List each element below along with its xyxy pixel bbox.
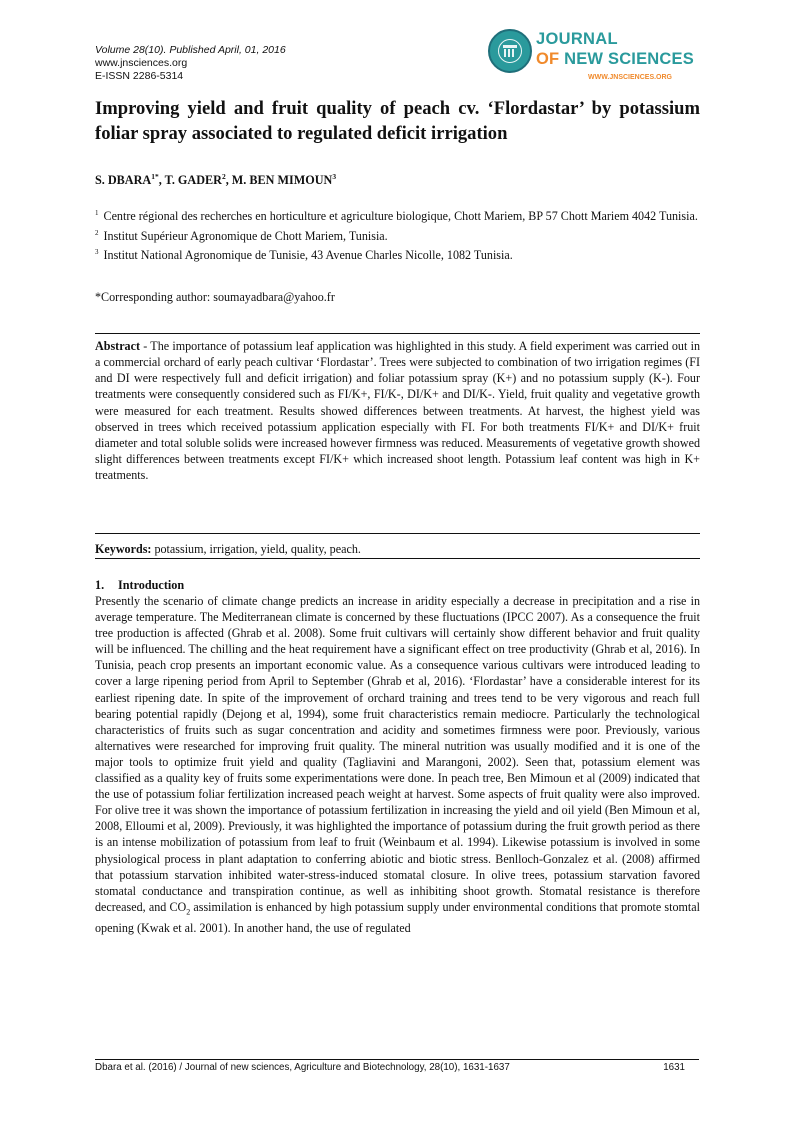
abstract-text: - The importance of potassium leaf application was highlighted in this study. A field experiment was carried out in a commercial orchard of early peach cultivar ‘Flordastar’. Trees were subjected to combination of two irrigation regimes (FI and DI were respectively full and deficit irrigation) and foliar potassium spray (K+) and no potassium supply (K-). Four treatments were consequently considered such as FI/K+, FI/K-, DI/K+ and DI/K-. Yield, fruit quality and vegetative growth were measured for each treatment. Results showed differences between treatments. At harvest, the highest yield was observed in trees which received potassium application especially with FI. For both treatments FI/K+ and DI/K+ fruit diameter and total soluble solids were increased however firmness was reduced. Measurements of vegetative growth showed slight differences between treatments except FI/K+ which increased shoot length. Potassium leaf content was high in K+ treatments.: [95, 339, 700, 483]
abstract-top-rule: [95, 333, 700, 334]
logo-url-text: WWW.JNSCIENCES.ORG: [588, 74, 673, 81]
author-list: S. $DBARA^{1*}$, T. GADER$^2$, M. BEN MIMOUN$^3$: [95, 172, 337, 188]
issn-line: E-ISSN 2286-5314: [95, 70, 184, 82]
footer-rule: [95, 1059, 699, 1060]
author-name: M. BEN MIMOUN: [231, 173, 333, 188]
affiliation-item: $^3$ Institut National Agronomique de Tunisie, 43 Avenue Charles Nicolle, 1082 Tunisia.: [95, 248, 513, 263]
paper-title: Improving yield and fruit quality of peach cv. ‘Flordastar’ by potassium foliar spray associated to regulated deficit irrigation: [95, 98, 700, 144]
author-name: T. GADER: [164, 173, 222, 188]
page-footer: [95, 1062, 699, 1073]
journal-header-info: [95, 44, 286, 83]
corresponding-author: *Corresponding author: soumayadbara@yahoo.fr: [95, 290, 335, 304]
footer-citation: Dbara et al. (2016) / Journal of new sciences, Agriculture and Biotechnology, 28(10), 1631-1637: [95, 1062, 510, 1073]
abstract-block: [95, 338, 700, 483]
intro-paragraph: Presently the scenario of climate change predicts an increase in aridity especially a decrease in precipitation and a rise in average temperature. The Mediterranean climate is concerned by these fluctuations (IPCC 2007). As a consequence the fruit tree production is affected (Ghrab et al. 2008). Some fruit cultivars will certainly show different behavior and fruit quality will be influenced. The chilling and the heat requirement have a significant effect on tree productivity (Ghrab et al, 2016). In Tunisia, peach crop presents an important economic value. As a consequence various cultivars were introduced leading to cover a large ripening period from April to September (Ghrab et al, 2016). ‘Flordastar’ have a considerable interest for its earliest ripening date. In spite of the improvement of orchard training and trees tend to be very vigorous and reach full bearing potential rapidly (Dejong et al, 1994), some fruit characteristics remain mediocre. Particularly the technological characteristics of fruits such as sugar concentration and acidity and sometimes firmness were poor. Previously, various alternatives were researched for improving fruit quality. The mineral nutrition was usually modified and it is one of the major tools to optimize fruit yield and quality (Tagliavini and Marangoni, 2002). Seen that, potassium element was classified as a quality key of fruits some experimentations were done. In peach tree, Ben Mimoun et al (2009) indicated that the use of potassium foliar fertilization increased peach weight at harvest. Some aspects of fruit quality were also improved. For olive tree it was shown the importance of potassium fertilization in increasing the yield and oil yield (Ben Mimoun et al, 2008, Elloumi et al, 2009). Previously, it was highlighted the importance of potassium during the fruit growth period as there is an intense mobilization of potassium from leaf to fruit (Weinbaum et al. 1994). Likewise potassium is involved in some physiological process in plant adaptation to conferring abiotic and biotic stress. Benlloch-Gonzalez et al. (2008) affirmed that potassium starvation inhibited water-stress-induced stomatal closure. In olive trees, potassium starvation favored stomatal conductance and transpiration continue, as well as inhibiting shoot growth. Stomatal resistance is therefore decreased, and $CO_2$ assimilation is enhanced by high potassium supply under environmental conditions that promote stomtal opening (Kwak et al. 2001). In another hand, the use of regulated: [95, 594, 701, 936]
logo-journal-text: JOURNAL: [536, 30, 618, 48]
journal-emblem-icon: [488, 29, 532, 73]
affiliation-item: $^1$ Centre régional des recherches en horticulture et agriculture biologique, Chott Mariem, BP 57 Chott Mariem 4042 Tunisia.: [95, 209, 698, 224]
keywords-text: potassium, irrigation, yield, quality, peach.: [151, 542, 361, 556]
keywords-label: Keywords:: [95, 542, 152, 556]
volume-line: Volume 28(10). Published April, 01, 2016: [95, 44, 286, 56]
affiliations: [95, 205, 700, 264]
journal-logo: [488, 29, 703, 89]
page-number: 1631: [663, 1062, 685, 1073]
logo-new-sciences-text: OF NEW SCIENCES: [536, 50, 694, 68]
abstract-label: Abstract: [95, 339, 141, 353]
author-name: S. DBARA: [95, 173, 152, 188]
abstract-bottom-rule: [95, 533, 700, 534]
keywords-bottom-rule: [95, 558, 700, 559]
website-line: www.jnsciences.org: [95, 57, 188, 69]
keywords-block: [95, 542, 361, 557]
affiliation-item: $^2$ Institut Supérieur Agronomique de Chott Mariem, Tunisia.: [95, 228, 388, 243]
section-heading: 1. Introduction: [95, 578, 185, 592]
